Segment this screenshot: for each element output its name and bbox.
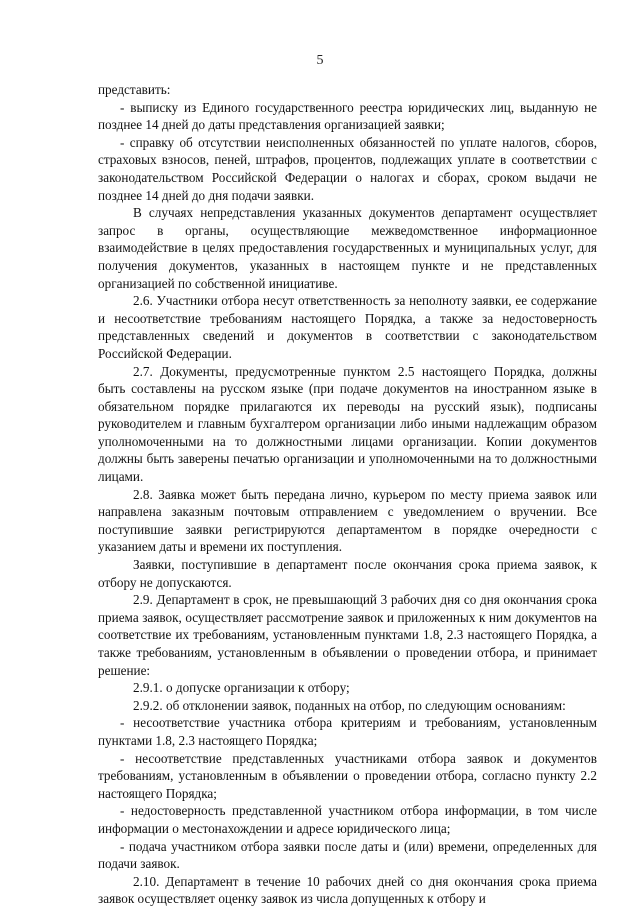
paragraph: 2.9. Департамент в срок, не превышающий 3 рабочих дня со дня окончания срока приема заявок, осуществляет рассмотрение заявок и приложенных к ним документов на соответствие их требованиям, установленным пунктами 1.8, 2.3 настоящего Порядка, а также требованиям, установленным в объявлении о проведении отбора, и принимает решение: <box>98 592 597 678</box>
list-item: - несоответствие представленных участниками отбора заявок и документов требованиям, установленным в объявлении о проведении отбора, согласно пункту 2.2 настоящего Порядка; <box>98 750 597 801</box>
paragraph: 2.9.2. об отклонении заявок, поданных на отбор, по следующим основаниям: <box>133 697 566 713</box>
page-number: 5 <box>316 53 324 68</box>
paragraph: 2.8. Заявка может быть передана лично, курьером по месту приема заявок или направлена заказным почтовым отправлением с уведомлением о вручении. Все поступившие заявки регистрируются департаментом в порядке очередности с указанием даты и времени их поступления. <box>98 486 597 555</box>
paragraph: 2.6. Участники отбора несут ответственность за неполноту заявки, ее содержание и несоответствие требованиям настоящего Порядка, а также за недостоверность представленных сведений и документов в соответствии с законодательством Российской Федерации. <box>98 293 597 361</box>
list-item: - справку об отсутствии неисполненных обязанностей по уплате налогов, сборов, страховых взносов, пеней, штрафов, процентов, подлежащих уплате в соответствии с законодательством Российской Федерации о налогах и сборах, сроком выдачи не позднее 14 дней до дня подачи заявки. <box>98 134 597 203</box>
paragraph: Заявки, поступившие в департамент после окончания срока приема заявок, к отбору не допускаются. <box>98 557 597 590</box>
paragraph: 2.10. Департамент в течение 10 рабочих дней со дня окончания срока приема заявок осуществляет оценку заявок из числа допущенных к отбору и <box>98 873 597 907</box>
paragraph: В случаях непредставления указанных документов департамент осуществляет запрос в органы, осуществляющие межведомственное информационное взаимодействие в целях предоставления государственных и муниципальных услуг, для получения документов, указанных в настоящем пункте и не представленных организацией по собственной инициативе. <box>98 205 597 291</box>
paragraph: представить: <box>98 82 171 97</box>
paragraph: 2.9.1. о допуске организации к отбору; <box>133 680 350 696</box>
list-item: - выписку из Единого государственного реестра юридических лиц, выданную не позднее 14 дней до даты представления организацией заявки; <box>98 99 597 133</box>
paragraph: 2.7. Документы, предусмотренные пунктом 2.5 настоящего Порядка, должны быть составлены на русском языке (при подаче документов на иностранном языке в обязательном порядке прилагаются их переводы на русский язык), подписаны руководителем и главным бухгалтером организации либо иными надлежащим образом уполномоченными на то должностными лицами организации. Копии документов должны быть заверены печатью организации и уполномоченными на то должностными лицами. <box>98 363 597 485</box>
list-item: - недостоверность представленной участником отбора информации, в том числе информации о местонахождении и адресе юридического лица; <box>98 803 597 836</box>
list-item: - несоответствие участника отбора критериям и требованиям, установленным пунктами 1.8, 2.3 настоящего Порядка; <box>98 715 597 748</box>
list-item: - подача участником отбора заявки после даты и (или) времени, определенных для подачи заявок. <box>98 838 597 872</box>
document-body <box>98 81 597 908</box>
